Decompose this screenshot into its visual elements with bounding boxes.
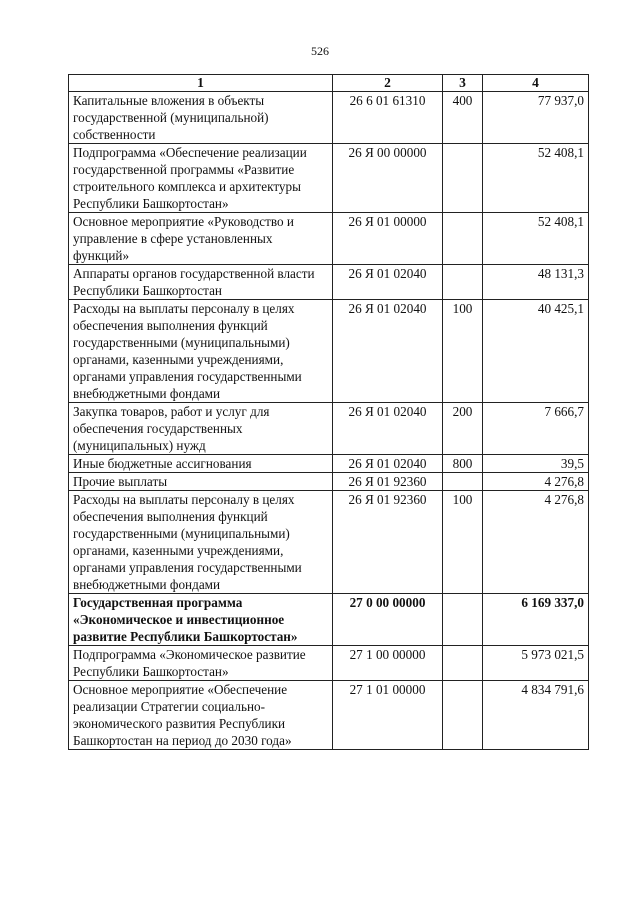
column-header-name: 1 <box>69 75 333 92</box>
table-row <box>69 403 589 455</box>
row-kind <box>443 681 483 750</box>
row-sum: 48 131,3 <box>483 265 589 300</box>
column-header-sum: 4 <box>483 75 589 92</box>
row-code: 27 1 00 00000 <box>333 646 443 681</box>
row-code: 27 1 01 00000 <box>333 681 443 750</box>
row-kind: 800 <box>443 455 483 473</box>
row-kind <box>443 144 483 213</box>
row-name: Государственная программа «Экономическое и инвестиционное развитие Республики Башкортостан» <box>69 594 333 646</box>
row-code: 26 6 01 61310 <box>333 92 443 144</box>
row-sum: 4 276,8 <box>483 473 589 491</box>
row-sum: 77 937,0 <box>483 92 589 144</box>
row-sum: 52 408,1 <box>483 144 589 213</box>
row-name: Аппараты органов государственной власти Республики Башкортостан <box>69 265 333 300</box>
row-sum: 5 973 021,5 <box>483 646 589 681</box>
row-kind: 100 <box>443 300 483 403</box>
row-sum: 4 276,8 <box>483 491 589 594</box>
row-kind: 400 <box>443 92 483 144</box>
row-code: 26 Я 01 02040 <box>333 265 443 300</box>
table-row <box>69 491 589 594</box>
row-sum: 52 408,1 <box>483 213 589 265</box>
row-code: 26 Я 01 92360 <box>333 473 443 491</box>
row-kind <box>443 594 483 646</box>
column-header-kind: 3 <box>443 75 483 92</box>
row-kind: 100 <box>443 491 483 594</box>
table-row <box>69 300 589 403</box>
row-code: 27 0 00 00000 <box>333 594 443 646</box>
row-name: Подпрограмма «Экономическое развитие Республики Башкортостан» <box>69 646 333 681</box>
table-row <box>69 681 589 750</box>
row-code: 26 Я 01 02040 <box>333 403 443 455</box>
row-kind <box>443 213 483 265</box>
row-kind <box>443 473 483 491</box>
table-header-row <box>69 75 589 92</box>
table-row <box>69 265 589 300</box>
page-number: 526 <box>311 44 329 58</box>
row-sum: 39,5 <box>483 455 589 473</box>
row-code: 26 Я 01 00000 <box>333 213 443 265</box>
table-row <box>69 473 589 491</box>
table-row <box>69 213 589 265</box>
row-code: 26 Я 00 00000 <box>333 144 443 213</box>
table-row <box>69 646 589 681</box>
row-sum: 7 666,7 <box>483 403 589 455</box>
table-row <box>69 455 589 473</box>
row-kind <box>443 265 483 300</box>
row-sum: 4 834 791,6 <box>483 681 589 750</box>
row-name: Прочие выплаты <box>69 473 333 491</box>
row-kind <box>443 646 483 681</box>
row-name: Расходы на выплаты персоналу в целях обеспечения выполнения функций государственными (муниципальными) органами, казенными учреждениями, органами управления государственными внебюджетными фондами <box>69 491 333 594</box>
row-name: Расходы на выплаты персоналу в целях обеспечения выполнения функций государственными (муниципальными) органами, казенными учреждениями, органами управления государственными внебюджетными фондами <box>69 300 333 403</box>
table-row-program <box>69 594 589 646</box>
budget-table <box>68 74 589 750</box>
row-kind: 200 <box>443 403 483 455</box>
row-sum: 6 169 337,0 <box>483 594 589 646</box>
row-code: 26 Я 01 92360 <box>333 491 443 594</box>
row-name: Подпрограмма «Обеспечение реализации государственной программы «Развитие строительного комплекса и архитектуры Республики Башкортостан» <box>69 144 333 213</box>
row-code: 26 Я 01 02040 <box>333 300 443 403</box>
table-row <box>69 92 589 144</box>
row-sum: 40 425,1 <box>483 300 589 403</box>
row-code: 26 Я 01 02040 <box>333 455 443 473</box>
table-row <box>69 144 589 213</box>
row-name: Иные бюджетные ассигнования <box>69 455 333 473</box>
row-name: Основное мероприятие «Обеспечение реализации Стратегии социально-экономического развития Республики Башкортостан на период до 2030 года» <box>69 681 333 750</box>
row-name: Закупка товаров, работ и услуг для обеспечения государственных (муниципальных) нужд <box>69 403 333 455</box>
row-name: Капитальные вложения в объекты государственной (муниципальной) собственности <box>69 92 333 144</box>
column-header-code: 2 <box>333 75 443 92</box>
row-name: Основное мероприятие «Руководство и управление в сфере установленных функций» <box>69 213 333 265</box>
